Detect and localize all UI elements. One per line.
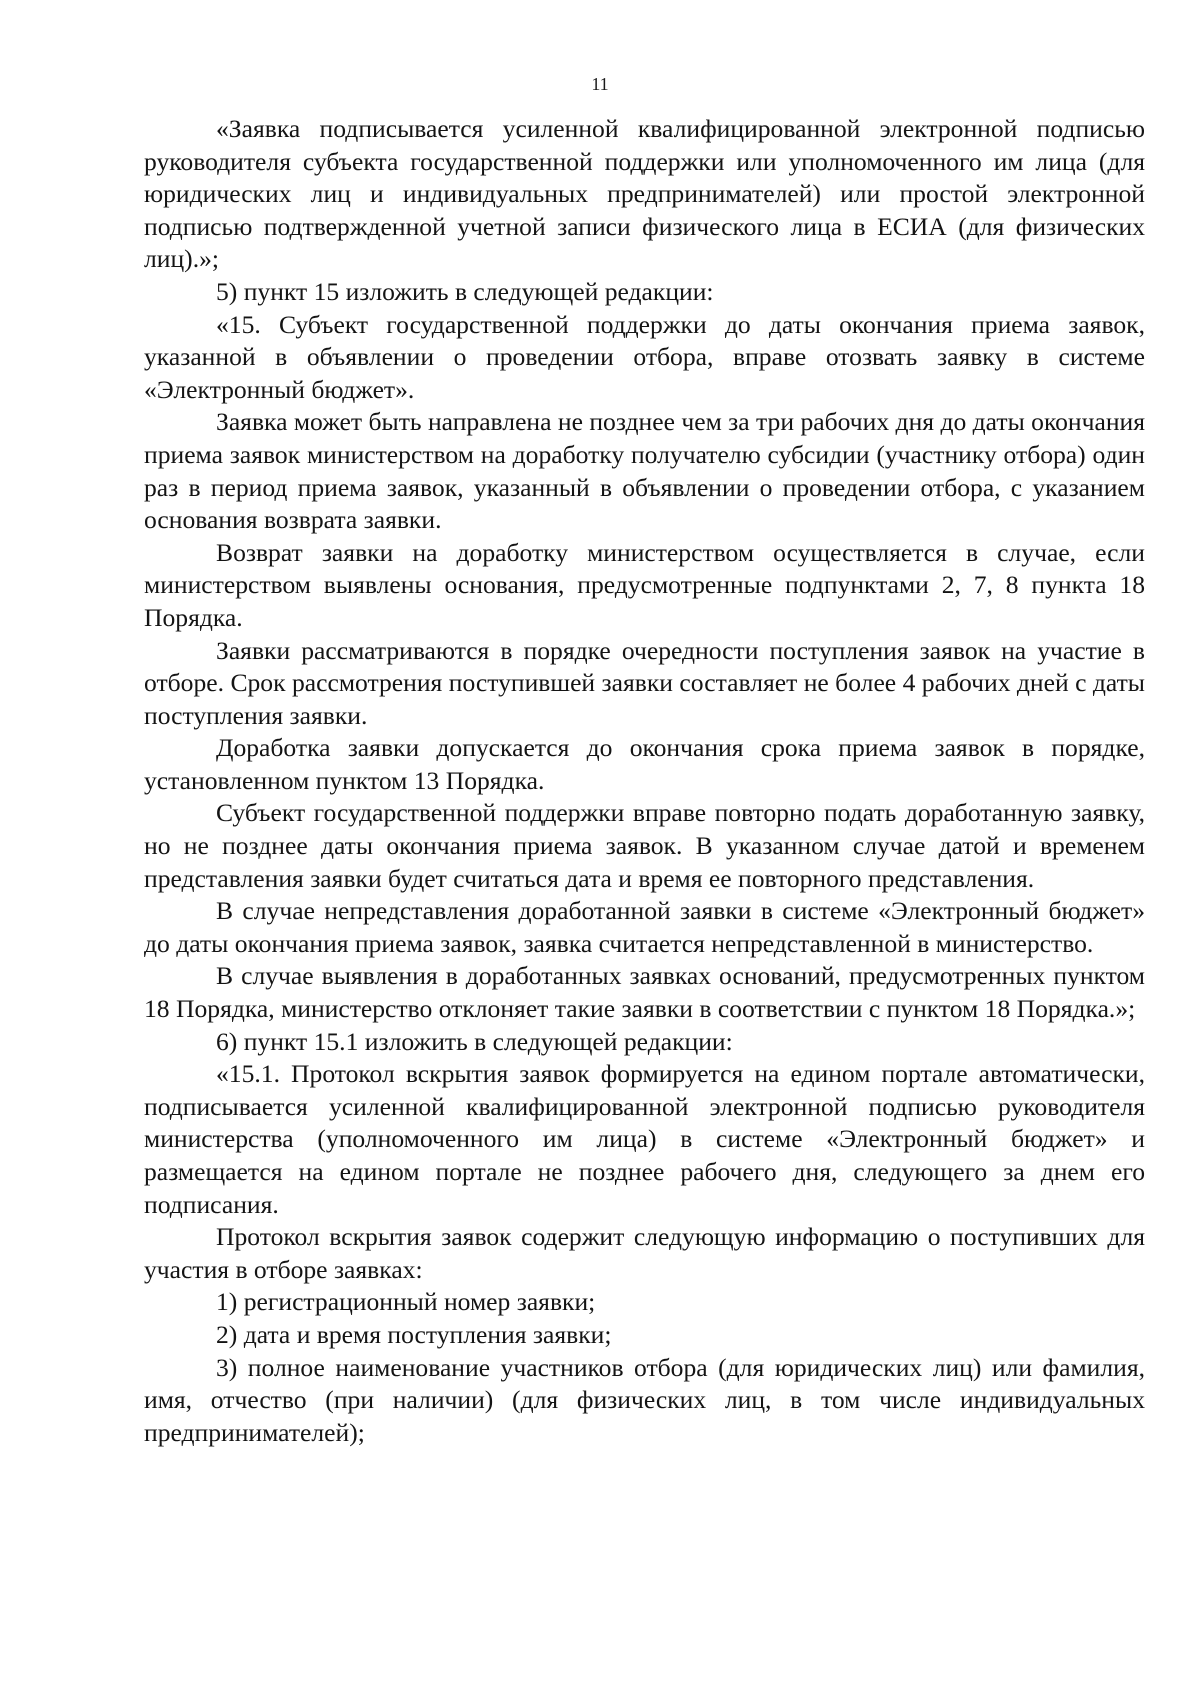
document-body: [144, 113, 1145, 1449]
paragraph: Протокол вскрытия заявок содержит следующую информацию о поступивших для участия в отборе заявках:: [144, 1222, 1145, 1284]
paragraph: Субъект государственной поддержки вправе повторно подать доработанную заявку, но не позднее даты окончания приема заявок. В указанном случае датой и временем представления заявки будет считаться дата и время ее повторного представления.: [144, 798, 1145, 893]
paragraph: 5) пункт 15 изложить в следующей редакции:: [216, 276, 714, 306]
paragraph: «Заявка подписывается усиленной квалифицированной электронной подписью руководителя субъекта государственной поддержки или уполномоченного им лица (для юридических лиц и индивидуальных предпринимателей) или простой электронной подписью подтвержденной учетной записи физического лица в ЕСИА (для физических лиц).»;: [144, 114, 1145, 274]
paragraph: «15. Субъект государственной поддержки до даты окончания приема заявок, указанной в объявлении о проведении отбора, вправе отозвать заявку в системе «Электронный бюджет».: [144, 309, 1145, 404]
paragraph: В случае выявления в доработанных заявках оснований, предусмотренных пунктом 18 Порядка, министерство отклоняет такие заявки в соответствии с пунктом 18 Порядка.»;: [144, 961, 1145, 1024]
paragraph: Возврат заявки на доработку министерством осуществляется в случае, если министерством выявлены основания, предусмотренные подпунктами 2, 7, 8 пункта 18 Порядка.: [144, 537, 1145, 632]
paragraph: 6) пункт 15.1 изложить в следующей редакции:: [216, 1026, 733, 1056]
paragraph: 3) полное наименование участников отбора (для юридических лиц) или фамилия, имя, отчество (при наличии) (для физических лиц, в том числе индивидуальных предпринимателей);: [144, 1352, 1145, 1447]
paragraph: 2) дата и время поступления заявки;: [216, 1319, 612, 1349]
paragraph: В случае непредставления доработанной заявки в системе «Электронный бюджет» до даты окончания приема заявок, заявка считается непредставленной в министерство.: [144, 896, 1145, 958]
page-number: 11: [591, 74, 609, 94]
paragraph: Заявки рассматриваются в порядке очередности поступления заявок на участие в отборе. Срок рассмотрения поступившей заявки составляет не более 4 рабочих дней с даты поступления заявки.: [144, 635, 1145, 730]
paragraph: «15.1. Протокол вскрытия заявок формируется на едином портале автоматически, подписывается усиленной квалифицированной электронной подписью руководителя министерства (уполномоченного им лица) в системе «Электронный бюджет» и размещается на едином портале не позднее рабочего дня, следующего за днем его подписания.: [144, 1059, 1145, 1219]
paragraph: Доработка заявки допускается до окончания срока приема заявок в порядке, установленном пунктом 13 Порядка.: [144, 733, 1145, 795]
paragraph: Заявка может быть направлена не позднее чем за три рабочих дня до даты окончания приема заявок министерством на доработку получателю субсидии (участнику отбора) один раз в период приема заявок, указанный в объявлении о проведении отбора, с указанием основания возврата заявки.: [144, 407, 1145, 535]
paragraph: 1) регистрационный номер заявки;: [216, 1287, 596, 1317]
